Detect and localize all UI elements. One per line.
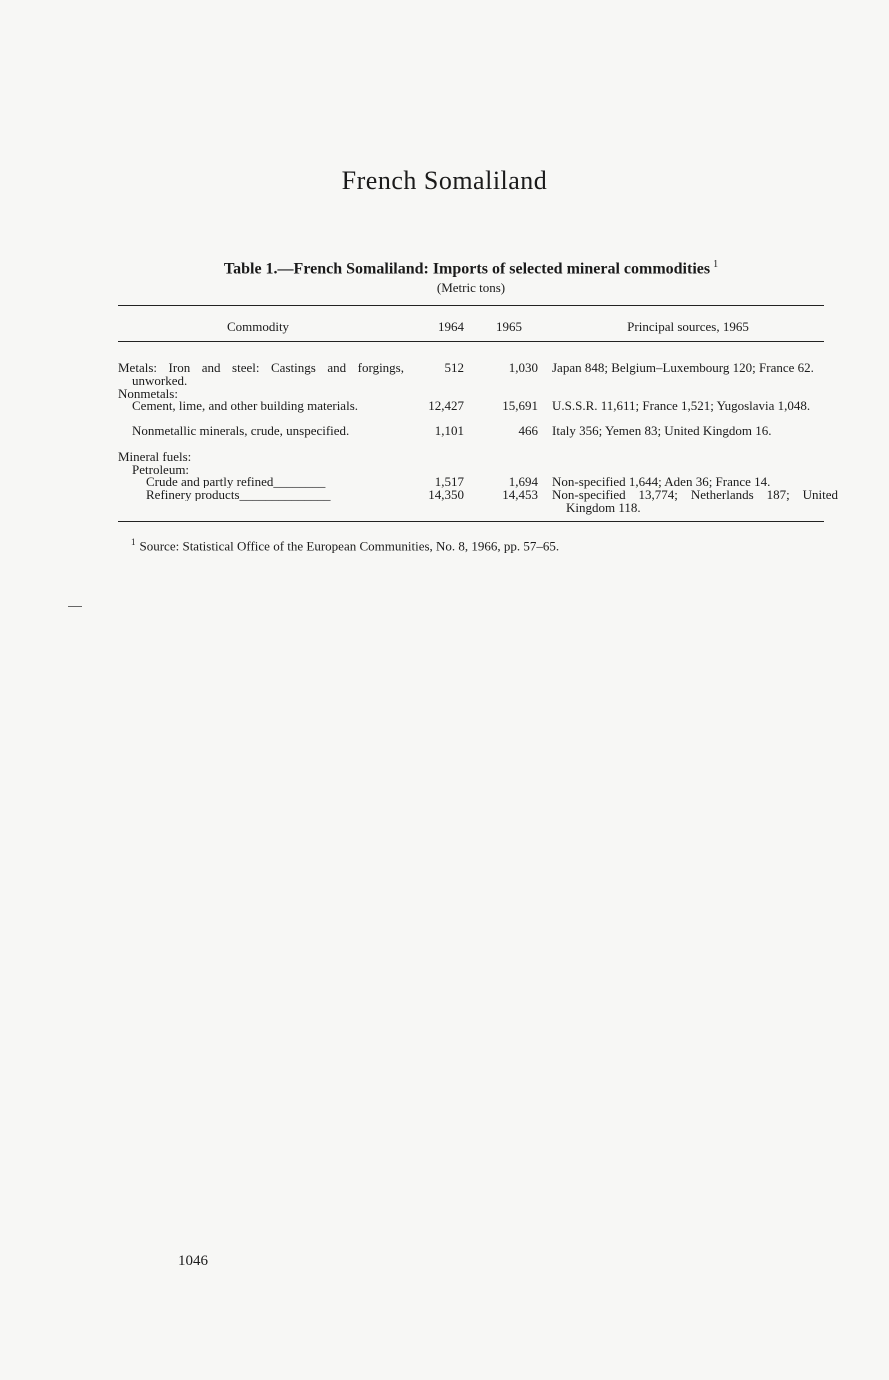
commodity-cell: Cement, lime, and other building materials.: [132, 398, 359, 413]
table-bottom-rule: [118, 521, 824, 522]
sources-cell: Non-specified 1,644; Aden 36; France 14.: [552, 474, 771, 489]
footnote-marker: 1: [131, 537, 136, 547]
sources-cell: Italy 356; Yemen 83; United Kingdom 16.: [552, 423, 772, 438]
column-header-principal-sources: Principal sources, 1965: [627, 319, 749, 334]
sources-cell: Non-specified 13,774; Netherlands 187; United Kingdom 118.: [552, 487, 838, 515]
column-header-1964: 1964: [438, 319, 464, 334]
value-1965-cell: 1,030: [508, 360, 538, 375]
footnote: [131, 537, 559, 554]
table-header-rule: [118, 341, 824, 342]
value-1964-cell: 1,101: [434, 423, 464, 438]
table-title-text: Table 1.—French Somaliland: Imports of selected mineral commodities: [223, 260, 711, 278]
column-header-1965: 1965: [496, 319, 522, 334]
commodity-cell: Nonmetallic minerals, crude, unspecified.: [132, 423, 350, 438]
margin-mark: [68, 606, 82, 607]
page-number: 1046: [178, 1253, 208, 1269]
commodity-cell: Refinery products______________: [146, 488, 331, 501]
value-1965-cell: 15,691: [502, 398, 538, 413]
value-1964-cell: 14,350: [428, 487, 464, 502]
table-subtitle: (Metric tons): [436, 280, 506, 295]
value-1964-cell: 12,427: [428, 398, 464, 413]
commodity-cell: Metals: Iron and steel: Castings and forgings, unworked.: [118, 360, 404, 388]
table-title: [118, 259, 824, 278]
value-1965-cell: 14,453: [502, 487, 538, 502]
commodity-cell: Mineral fuels:: [118, 449, 192, 464]
commodity-cell: Crude and partly refined________: [146, 475, 326, 488]
value-1964-cell: 512: [444, 360, 464, 375]
value-1965-cell: 466: [518, 423, 538, 438]
footnote-text: Source: Statistical Office of the European Communities, No. 8, 1966, pp. 57–65.: [139, 538, 560, 554]
table-title-footnote-ref: 1: [713, 259, 719, 270]
commodity-cell: Petroleum:: [132, 462, 190, 477]
sources-cell: Japan 848; Belgium–Luxembourg 120; France 62.: [552, 360, 814, 375]
table-top-rule: [118, 305, 824, 306]
value-1964-cell: 1,517: [434, 474, 464, 489]
page-title: French Somaliland: [341, 166, 548, 195]
commodity-cell: Nonmetals:: [118, 386, 178, 401]
value-1965-cell: 1,694: [508, 474, 538, 489]
sources-cell: U.S.S.R. 11,611; France 1,521; Yugoslavia 1,048.: [552, 398, 811, 413]
column-header-commodity: Commodity: [226, 319, 290, 334]
